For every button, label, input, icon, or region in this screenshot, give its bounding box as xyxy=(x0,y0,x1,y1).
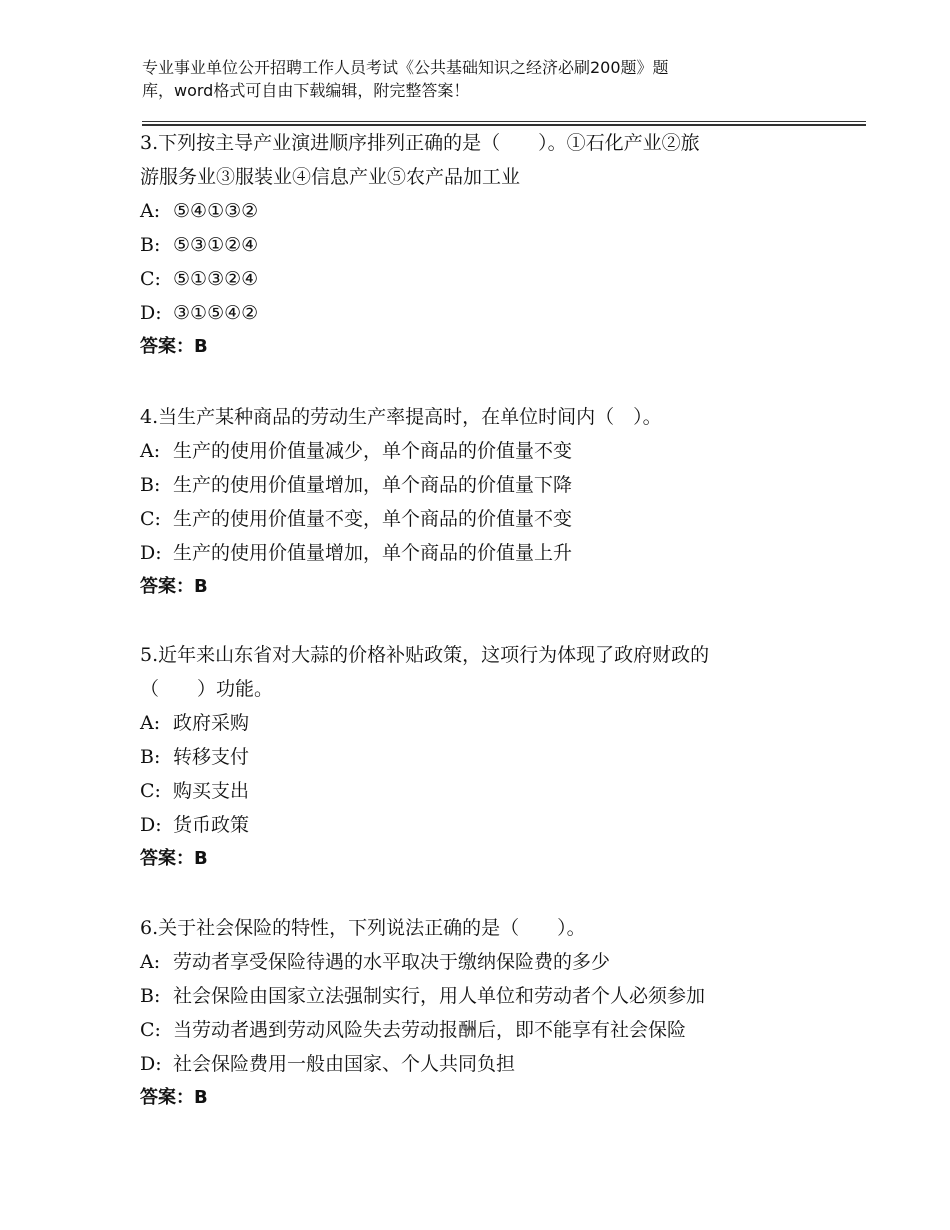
answer-value: B xyxy=(194,336,208,357)
answer-value: B xyxy=(194,1087,208,1108)
option-letter: C: xyxy=(140,268,161,290)
question-stem: （ ）功能。 xyxy=(140,678,274,700)
option-b xyxy=(140,740,830,774)
option-c xyxy=(140,262,830,296)
answer-label: 答案： xyxy=(140,848,194,869)
option-letter: B: xyxy=(140,746,161,768)
question-block xyxy=(140,911,830,1115)
option-text: 生产的使用价值量增加，单个商品的价值量下降 xyxy=(173,474,573,496)
option-letter: D: xyxy=(140,1053,162,1075)
option-text: 生产的使用价值量增加，单个商品的价值量上升 xyxy=(173,542,573,564)
option-text: 社会保险由国家立法强制实行，用人单位和劳动者个人必须参加 xyxy=(173,985,706,1007)
option-text: ③①⑤④② xyxy=(173,302,259,324)
question-block xyxy=(140,126,830,364)
option-a xyxy=(140,706,830,740)
option-letter: B: xyxy=(140,474,161,496)
header-title-line-1: 专业事业单位公开招聘工作人员考试《公共基础知识之经济必刷200题》题 xyxy=(142,58,669,77)
question-stem: 4.当生产某种商品的劳动生产率提高时，在单位时间内（ ）。 xyxy=(140,406,662,428)
question-block xyxy=(140,400,830,604)
question-stem: 游服务业③服装业④信息产业⑤农产品加工业 xyxy=(140,166,521,188)
option-c xyxy=(140,502,830,536)
option-text: 货币政策 xyxy=(173,814,250,836)
option-text: 购买支出 xyxy=(173,780,250,802)
option-text: ⑤③①②④ xyxy=(173,234,259,256)
option-letter: A: xyxy=(140,712,161,734)
option-letter: B: xyxy=(140,985,161,1007)
option-text: 生产的使用价值量不变，单个商品的价值量不变 xyxy=(173,508,573,530)
answer-line xyxy=(140,330,830,364)
option-letter: C: xyxy=(140,508,161,530)
option-letter: B: xyxy=(140,234,161,256)
answer-value: B xyxy=(194,848,208,869)
option-a xyxy=(140,945,830,979)
question-stem: 5.近年来山东省对大蒜的价格补贴政策，这项行为体现了政府财政的 xyxy=(140,644,710,666)
answer-line xyxy=(140,1081,830,1115)
option-b xyxy=(140,228,830,262)
answer-line xyxy=(140,570,830,604)
option-text: 转移支付 xyxy=(173,746,250,768)
option-d xyxy=(140,536,830,570)
answer-line xyxy=(140,842,830,876)
option-letter: A: xyxy=(140,951,161,973)
option-d xyxy=(140,808,830,842)
option-text: 生产的使用价值量减少，单个商品的价值量不变 xyxy=(173,440,573,462)
option-letter: D: xyxy=(140,814,162,836)
option-letter: A: xyxy=(140,440,161,462)
header-divider-thin xyxy=(142,121,866,122)
option-c xyxy=(140,774,830,808)
option-text: ⑤④①③② xyxy=(173,200,259,222)
option-a xyxy=(140,434,830,468)
option-text: 社会保险费用一般由国家、个人共同负担 xyxy=(173,1053,516,1075)
option-letter: A: xyxy=(140,200,161,222)
option-letter: D: xyxy=(140,302,162,324)
document-header xyxy=(142,56,802,102)
option-letter: D: xyxy=(140,542,162,564)
option-d xyxy=(140,1047,830,1081)
option-text: ⑤①③②④ xyxy=(173,268,259,290)
question-stem: 3.下列按主导产业演进顺序排列正确的是（ ）。①石化产业②旅 xyxy=(140,132,700,154)
header-title-line-2: 库，word格式可自由下载编辑，附完整答案！ xyxy=(142,81,470,100)
answer-label: 答案： xyxy=(140,1087,194,1108)
option-text: 劳动者享受保险待遇的水平取决于缴纳保险费的多少 xyxy=(173,951,611,973)
question-stem: 6.关于社会保险的特性，下列说法正确的是（ ）。 xyxy=(140,917,586,939)
option-a xyxy=(140,194,830,228)
option-b xyxy=(140,979,830,1013)
option-c xyxy=(140,1013,830,1047)
option-letter: C: xyxy=(140,780,161,802)
option-text: 政府采购 xyxy=(173,712,250,734)
answer-label: 答案： xyxy=(140,336,194,357)
answer-label: 答案： xyxy=(140,576,194,597)
option-d xyxy=(140,296,830,330)
question-block xyxy=(140,638,830,876)
option-text: 当劳动者遇到劳动风险失去劳动报酬后，即不能享有社会保险 xyxy=(173,1019,687,1041)
option-b xyxy=(140,468,830,502)
option-letter: C: xyxy=(140,1019,161,1041)
answer-value: B xyxy=(194,576,208,597)
